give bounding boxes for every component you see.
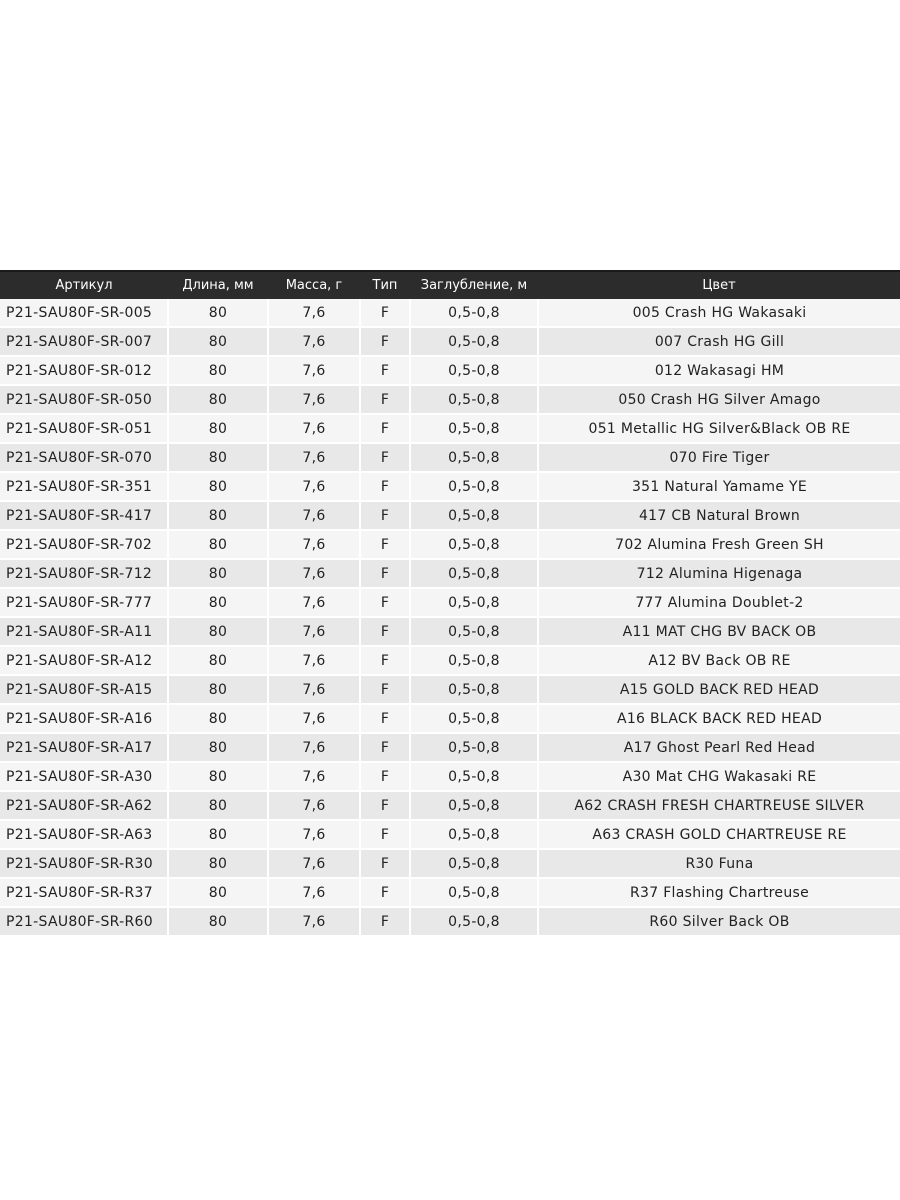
cell-type: F [360, 791, 410, 820]
cell-weight: 7,6 [268, 356, 360, 385]
cell-depth: 0,5-0,8 [410, 849, 538, 878]
cell-depth: 0,5-0,8 [410, 472, 538, 501]
cell-depth: 0,5-0,8 [410, 356, 538, 385]
cell-article: P21-SAU80F-SR-A63 [0, 820, 168, 849]
table-row [0, 327, 900, 356]
table-row [0, 791, 900, 820]
cell-article: P21-SAU80F-SR-R60 [0, 907, 168, 936]
cell-color: A30 Mat CHG Wakasaki RE [538, 762, 900, 791]
cell-weight: 7,6 [268, 762, 360, 791]
cell-depth: 0,5-0,8 [410, 501, 538, 530]
cell-color: 007 Crash HG Gill [538, 327, 900, 356]
table-row [0, 617, 900, 646]
cell-color: 051 Metallic HG Silver&Black OB RE [538, 414, 900, 443]
cell-type: F [360, 849, 410, 878]
cell-weight: 7,6 [268, 559, 360, 588]
product-spec-table [0, 270, 900, 937]
cell-type: F [360, 327, 410, 356]
cell-article: P21-SAU80F-SR-A11 [0, 617, 168, 646]
cell-article: P21-SAU80F-SR-777 [0, 588, 168, 617]
cell-depth: 0,5-0,8 [410, 559, 538, 588]
cell-type: F [360, 733, 410, 762]
cell-color: A62 CRASH FRESH CHARTREUSE SILVER [538, 791, 900, 820]
cell-color: 070 Fire Tiger [538, 443, 900, 472]
cell-length: 80 [168, 762, 268, 791]
cell-article: P21-SAU80F-SR-050 [0, 385, 168, 414]
cell-length: 80 [168, 704, 268, 733]
cell-type: F [360, 501, 410, 530]
cell-length: 80 [168, 327, 268, 356]
cell-length: 80 [168, 791, 268, 820]
cell-type: F [360, 356, 410, 385]
cell-color: 351 Natural Yamame YE [538, 472, 900, 501]
cell-article: P21-SAU80F-SR-005 [0, 299, 168, 327]
cell-length: 80 [168, 675, 268, 704]
cell-type: F [360, 299, 410, 327]
cell-depth: 0,5-0,8 [410, 820, 538, 849]
table-row [0, 414, 900, 443]
cell-color: A63 CRASH GOLD CHARTREUSE RE [538, 820, 900, 849]
cell-length: 80 [168, 356, 268, 385]
cell-article: P21-SAU80F-SR-R30 [0, 849, 168, 878]
cell-article: P21-SAU80F-SR-A16 [0, 704, 168, 733]
cell-article: P21-SAU80F-SR-007 [0, 327, 168, 356]
cell-color: R37 Flashing Chartreuse [538, 878, 900, 907]
table-row [0, 530, 900, 559]
cell-length: 80 [168, 588, 268, 617]
table-row [0, 559, 900, 588]
cell-article: P21-SAU80F-SR-070 [0, 443, 168, 472]
table-row [0, 907, 900, 936]
cell-type: F [360, 588, 410, 617]
cell-weight: 7,6 [268, 907, 360, 936]
cell-weight: 7,6 [268, 472, 360, 501]
header-color: Цвет [538, 271, 900, 299]
cell-length: 80 [168, 820, 268, 849]
cell-depth: 0,5-0,8 [410, 791, 538, 820]
table-row [0, 443, 900, 472]
cell-article: P21-SAU80F-SR-A62 [0, 791, 168, 820]
cell-weight: 7,6 [268, 646, 360, 675]
cell-length: 80 [168, 385, 268, 414]
cell-color: A15 GOLD BACK RED HEAD [538, 675, 900, 704]
cell-depth: 0,5-0,8 [410, 733, 538, 762]
table-row [0, 385, 900, 414]
cell-color: A17 Ghost Pearl Red Head [538, 733, 900, 762]
cell-weight: 7,6 [268, 327, 360, 356]
table-row [0, 878, 900, 907]
cell-weight: 7,6 [268, 617, 360, 646]
cell-article: P21-SAU80F-SR-012 [0, 356, 168, 385]
cell-article: P21-SAU80F-SR-351 [0, 472, 168, 501]
table-body [0, 299, 900, 936]
cell-length: 80 [168, 907, 268, 936]
cell-length: 80 [168, 299, 268, 327]
cell-depth: 0,5-0,8 [410, 878, 538, 907]
cell-article: P21-SAU80F-SR-712 [0, 559, 168, 588]
cell-type: F [360, 617, 410, 646]
table-row [0, 733, 900, 762]
cell-type: F [360, 443, 410, 472]
cell-weight: 7,6 [268, 299, 360, 327]
cell-weight: 7,6 [268, 820, 360, 849]
cell-length: 80 [168, 472, 268, 501]
cell-depth: 0,5-0,8 [410, 530, 538, 559]
cell-depth: 0,5-0,8 [410, 907, 538, 936]
cell-depth: 0,5-0,8 [410, 588, 538, 617]
cell-color: 417 CB Natural Brown [538, 501, 900, 530]
cell-length: 80 [168, 559, 268, 588]
header-length: Длина, мм [168, 271, 268, 299]
cell-weight: 7,6 [268, 443, 360, 472]
header-type: Тип [360, 271, 410, 299]
table-row [0, 820, 900, 849]
cell-weight: 7,6 [268, 530, 360, 559]
cell-depth: 0,5-0,8 [410, 414, 538, 443]
cell-article: P21-SAU80F-SR-A17 [0, 733, 168, 762]
cell-color: R30 Funa [538, 849, 900, 878]
cell-depth: 0,5-0,8 [410, 327, 538, 356]
cell-type: F [360, 385, 410, 414]
cell-type: F [360, 414, 410, 443]
cell-type: F [360, 472, 410, 501]
table-row [0, 762, 900, 791]
table-row [0, 472, 900, 501]
cell-length: 80 [168, 878, 268, 907]
cell-article: P21-SAU80F-SR-A30 [0, 762, 168, 791]
cell-color: A12 BV Back OB RE [538, 646, 900, 675]
cell-type: F [360, 878, 410, 907]
table-header [0, 271, 900, 299]
cell-type: F [360, 530, 410, 559]
cell-color: A16 BLACK BACK RED HEAD [538, 704, 900, 733]
cell-depth: 0,5-0,8 [410, 299, 538, 327]
cell-type: F [360, 907, 410, 936]
cell-color: 777 Alumina Doublet-2 [538, 588, 900, 617]
cell-article: P21-SAU80F-SR-A15 [0, 675, 168, 704]
cell-depth: 0,5-0,8 [410, 675, 538, 704]
cell-weight: 7,6 [268, 675, 360, 704]
cell-type: F [360, 762, 410, 791]
cell-depth: 0,5-0,8 [410, 617, 538, 646]
cell-length: 80 [168, 501, 268, 530]
cell-color: R60 Silver Back OB [538, 907, 900, 936]
cell-length: 80 [168, 443, 268, 472]
cell-article: P21-SAU80F-SR-051 [0, 414, 168, 443]
cell-article: P21-SAU80F-SR-R37 [0, 878, 168, 907]
cell-weight: 7,6 [268, 588, 360, 617]
cell-depth: 0,5-0,8 [410, 385, 538, 414]
cell-length: 80 [168, 849, 268, 878]
cell-weight: 7,6 [268, 704, 360, 733]
cell-color: 702 Alumina Fresh Green SH [538, 530, 900, 559]
cell-article: P21-SAU80F-SR-A12 [0, 646, 168, 675]
table-row [0, 501, 900, 530]
table-row [0, 675, 900, 704]
header-article: Артикул [0, 271, 168, 299]
cell-depth: 0,5-0,8 [410, 646, 538, 675]
cell-type: F [360, 559, 410, 588]
table-row [0, 849, 900, 878]
cell-length: 80 [168, 530, 268, 559]
cell-type: F [360, 675, 410, 704]
table-row [0, 356, 900, 385]
cell-color: 050 Crash HG Silver Amago [538, 385, 900, 414]
cell-depth: 0,5-0,8 [410, 443, 538, 472]
cell-color: 005 Crash HG Wakasaki [538, 299, 900, 327]
cell-weight: 7,6 [268, 501, 360, 530]
cell-color: A11 MAT CHG BV BACK OB [538, 617, 900, 646]
cell-weight: 7,6 [268, 849, 360, 878]
cell-type: F [360, 646, 410, 675]
cell-weight: 7,6 [268, 791, 360, 820]
cell-depth: 0,5-0,8 [410, 704, 538, 733]
cell-weight: 7,6 [268, 385, 360, 414]
cell-length: 80 [168, 414, 268, 443]
cell-weight: 7,6 [268, 878, 360, 907]
table-row [0, 704, 900, 733]
cell-length: 80 [168, 617, 268, 646]
table-row [0, 299, 900, 327]
cell-color: 712 Alumina Higenaga [538, 559, 900, 588]
table-row [0, 588, 900, 617]
cell-article: P21-SAU80F-SR-702 [0, 530, 168, 559]
cell-type: F [360, 820, 410, 849]
cell-weight: 7,6 [268, 733, 360, 762]
header-weight: Масса, г [268, 271, 360, 299]
cell-article: P21-SAU80F-SR-417 [0, 501, 168, 530]
header-depth: Заглубление, м [410, 271, 538, 299]
cell-length: 80 [168, 646, 268, 675]
table-row [0, 646, 900, 675]
header-row [0, 271, 900, 299]
cell-depth: 0,5-0,8 [410, 762, 538, 791]
cell-weight: 7,6 [268, 414, 360, 443]
cell-length: 80 [168, 733, 268, 762]
cell-color: 012 Wakasagi HM [538, 356, 900, 385]
cell-type: F [360, 704, 410, 733]
